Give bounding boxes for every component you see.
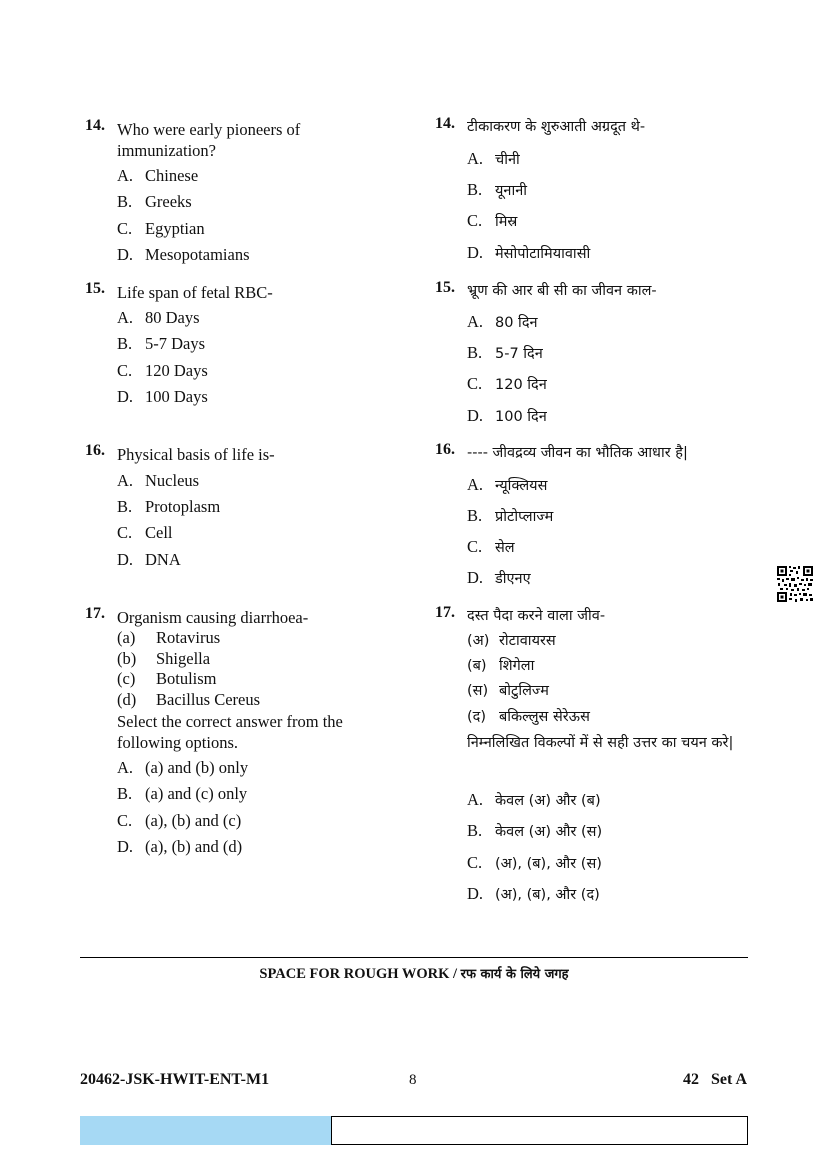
question-number: 15. bbox=[85, 280, 105, 297]
question-number: 16. bbox=[85, 442, 105, 459]
page-number: 8 bbox=[409, 1072, 417, 1088]
option-b[interactable]: B. Protoplasm bbox=[117, 497, 221, 516]
option-b[interactable]: B. केवल (अ) और (स) bbox=[467, 821, 603, 840]
option-c[interactable]: C. 120 Days bbox=[117, 361, 208, 380]
option-d[interactable]: D. मेसोपोटामियावासी bbox=[467, 243, 591, 262]
list-item: (b) Shigella bbox=[117, 649, 211, 668]
question-text: Physical basis of life is- bbox=[117, 445, 275, 464]
option-d[interactable]: D. DNA bbox=[117, 550, 181, 569]
option-b[interactable]: B. 5-7 Days bbox=[117, 334, 206, 353]
option-d[interactable]: D. Mesopotamians bbox=[117, 245, 250, 264]
option-a[interactable]: A. 80 दिन bbox=[467, 312, 538, 331]
list-item: (द) बकिल्लुस सेरेऊस bbox=[467, 709, 590, 725]
option-a[interactable]: A. केवल (अ) और (ब) bbox=[467, 790, 601, 809]
list-item: (स) बोटुलिज्म bbox=[467, 683, 549, 699]
answer-box bbox=[331, 1116, 748, 1145]
question-text: भ्रूण की आर बी सी का जीवन काल- bbox=[467, 283, 657, 299]
question-text: Who were early pioneers of immunization? bbox=[117, 120, 301, 160]
paper-code: 20462-JSK-HWIT-ENT-M1 bbox=[80, 1071, 270, 1088]
option-c[interactable]: C. 120 दिन bbox=[467, 374, 547, 393]
option-a[interactable]: A. 80 Days bbox=[117, 308, 200, 327]
list-item: (d) Bacillus Cereus bbox=[117, 690, 261, 709]
option-d[interactable]: D. (a), (b) and (d) bbox=[117, 837, 243, 856]
question-number: 16. bbox=[435, 441, 455, 458]
option-d[interactable]: D. (अ), (ब), और (द) bbox=[467, 884, 600, 903]
option-b[interactable]: B. (a) and (c) only bbox=[117, 784, 248, 803]
list-item: (a) Rotavirus bbox=[117, 628, 221, 647]
color-bar bbox=[80, 1116, 331, 1145]
option-b[interactable]: B. प्रोटोप्लाज्म bbox=[467, 506, 554, 525]
question-text: Life span of fetal RBC- bbox=[117, 283, 273, 302]
option-d[interactable]: D. डीएनए bbox=[467, 568, 531, 587]
divider bbox=[80, 957, 748, 958]
question-number: 14. bbox=[85, 117, 105, 134]
option-d[interactable]: D. 100 दिन bbox=[467, 406, 547, 425]
option-a[interactable]: A. Chinese bbox=[117, 166, 199, 185]
question-number: 17. bbox=[85, 605, 105, 622]
option-a[interactable]: A. Nucleus bbox=[117, 471, 200, 490]
question-number: 17. bbox=[435, 604, 455, 621]
option-a[interactable]: A. (a) and (b) only bbox=[117, 758, 249, 777]
question-instruction: Select the correct answer from the following options. bbox=[117, 712, 343, 752]
question-text: टीकाकरण के शुरुआती अग्रदूत थे- bbox=[467, 119, 646, 135]
option-a[interactable]: A. न्यूक्लियस bbox=[467, 475, 548, 494]
option-b[interactable]: B. यूनानी bbox=[467, 180, 528, 199]
question-text: Organism causing diarrhoea- bbox=[117, 608, 309, 627]
option-a[interactable]: A. चीनी bbox=[467, 149, 520, 168]
rough-work-label: SPACE FOR ROUGH WORK / रफ कार्य के लिये जगह bbox=[259, 966, 569, 982]
question-text: ---- जीवद्रव्य जीवन का भौतिक आधार है| bbox=[467, 445, 688, 461]
qr-code-icon bbox=[776, 565, 814, 603]
question-text: दस्त पैदा करने वाला जीव- bbox=[467, 608, 606, 624]
option-c[interactable]: C. Egyptian bbox=[117, 219, 205, 238]
option-b[interactable]: B. Greeks bbox=[117, 192, 192, 211]
option-c[interactable]: C. Cell bbox=[117, 523, 173, 542]
list-item: (c) Botulism bbox=[117, 669, 217, 688]
list-item: (अ) रोटावायरस bbox=[467, 633, 556, 649]
option-c[interactable]: C. (a), (b) and (c) bbox=[117, 811, 242, 830]
list-item: (ब) शिगेला bbox=[467, 658, 535, 674]
set-label: 42 Set A bbox=[683, 1071, 747, 1088]
option-d[interactable]: D. 100 Days bbox=[117, 387, 208, 406]
option-c[interactable]: C. सेल bbox=[467, 537, 515, 556]
question-number: 15. bbox=[435, 279, 455, 296]
question-number: 14. bbox=[435, 115, 455, 132]
option-b[interactable]: B. 5-7 दिन bbox=[467, 343, 543, 362]
option-c[interactable]: C. मिस्र bbox=[467, 211, 518, 230]
question-instruction: निम्नलिखित विकल्पों में से सही उत्तर का चयन करे| bbox=[467, 735, 734, 751]
option-c[interactable]: C. (अ), (ब), और (स) bbox=[467, 853, 602, 872]
